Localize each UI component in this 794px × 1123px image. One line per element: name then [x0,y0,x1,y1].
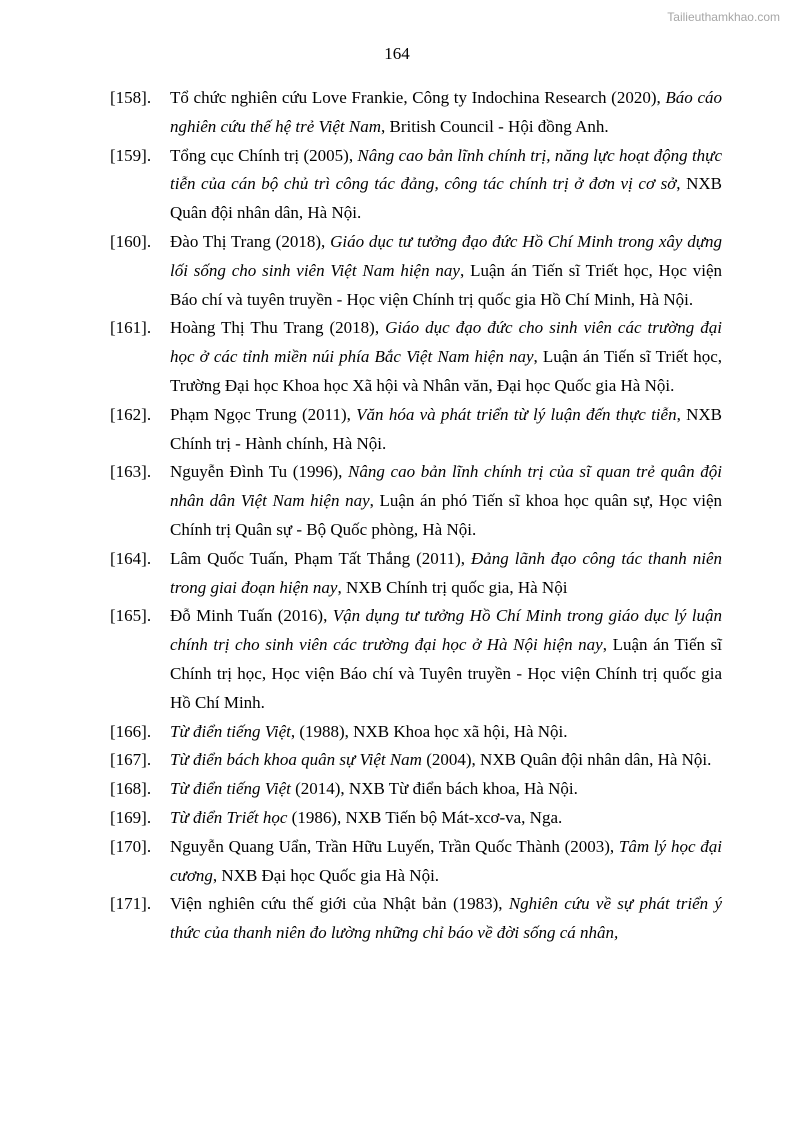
reference-plain-segment: Nguyễn Đình Tu (1996), [170,462,349,482]
reference-title-segment: Giáo dục đạo đức cho sinh viên các trường đại học ở các tỉnh miền núi phía Bắc Việt Nam hiện nay [170,318,723,367]
reference-text [170,833,722,891]
reference-text [170,142,722,228]
reference-text [170,545,722,603]
reference-plain-segment: (2004), NXB Quân đội nhân dân, Hà Nội. [421,750,712,770]
reference-text [170,718,722,747]
reference-item [110,228,722,314]
reference-number: [170]. [110,836,152,856]
reference-text [170,746,722,775]
reference-item [110,718,722,747]
reference-item [110,775,722,804]
reference-number: [163]. [110,462,152,482]
reference-plain-segment: , British Council - Hội đồng Anh. [381,116,609,136]
reference-text [170,775,722,804]
reference-item [110,458,722,544]
reference-plain-segment: , NXB Chính trị - Hành chính, Hà Nội. [170,404,722,453]
reference-title-segment: Từ điển tiếng Việt [170,779,291,799]
reference-plain-segment: , NXB Đại học Quốc gia Hà Nội. [212,865,440,885]
reference-title-segment: Đảng lãnh đạo công tác thanh niên trong giai đoạn hiện nay [170,548,722,597]
reference-plain-segment: Viện nghiên cứu thế giới của Nhật bản (1983), [170,894,509,914]
reference-item [110,401,722,459]
reference-item [110,804,722,833]
reference-plain-segment: (2014), NXB Từ điển bách khoa, Hà Nội. [290,779,578,799]
reference-item [110,890,722,948]
reference-text [170,804,722,833]
reference-text [170,84,722,142]
reference-title-segment: Từ điển Triết học [170,807,288,827]
reference-number: [162]. [110,404,152,424]
reference-item [110,833,722,891]
watermark-text: Tailieuthamkhao.com [667,10,780,24]
reference-number: [166]. [110,721,152,741]
reference-item [110,142,722,228]
reference-plain-segment: , NXB Chính trị quốc gia, Hà Nội [337,577,568,597]
references-list [110,84,722,948]
reference-title-segment: Từ điển bách khoa quân sự Việt Nam [170,750,422,770]
reference-item [110,84,722,142]
reference-number: [171]. [110,894,152,914]
reference-plain-segment: Lâm Quốc Tuấn, Phạm Tất Thắng (2011), [170,548,472,568]
reference-title-segment: Nâng cao bản lĩnh chính trị, năng lực hoạt động thực tiễn của cán bộ chủ trì công tác đảng, công tác chính trị ở đơn vị cơ sở [170,145,722,194]
reference-number: [161]. [110,318,152,338]
reference-title-segment: Từ điển tiếng Việt [170,721,291,741]
reference-title-segment: Văn hóa và phát triển từ lý luận đến thực tiễn [356,404,677,424]
reference-plain-segment: Phạm Ngọc Trung (2011), [170,404,357,424]
reference-plain-segment: , Luận án Tiến sĩ Chính trị học, Học viện Báo chí và Tuyên truyền - Học viện Chính trị quốc gia Hồ Chí Minh. [170,635,722,712]
reference-item [110,746,722,775]
reference-number: [169]. [110,807,152,827]
reference-plain-segment: , Luận án phó Tiến sĩ khoa học quân sự, Học viện Chính trị Quân sự - Bộ Quốc phòng, Hà Nội. [170,491,723,539]
reference-title-segment: Nghiên cứu về sự phát triển ý thức của thanh niên đo lường những chỉ báo về đời sống cá nhân, [170,894,723,943]
reference-title-segment: Báo cáo nghiên cứu thế hệ trẻ Việt Nam [170,88,723,136]
reference-number: [167]. [110,750,152,770]
page-number: 164 [384,44,410,63]
reference-number: [159]. [110,145,152,165]
reference-number: [158]. [110,88,152,107]
reference-plain-segment: , Luận án Tiến sĩ Triết học, Trường Đại học Khoa học Xã hội và Nhân văn, Đại học Quốc gia Hà Nội. [170,347,722,395]
reference-plain-segment: Đào Thị Trang (2018), [170,231,331,251]
reference-item [110,602,722,717]
reference-item [110,545,722,603]
reference-plain-segment: , Luận án Tiến sĩ Triết học, Học viện Báo chí và tuyên truyền - Học viện Chính trị quốc gia Hồ Chí Minh, Hà Nội. [170,260,722,309]
reference-text [170,314,722,400]
reference-plain-segment: , NXB Quân đội nhân dân, Hà Nội. [170,174,722,223]
reference-plain-segment: Tổ chức nghiên cứu Love Frankie, Công ty Indochina Research (2020), [170,88,666,107]
reference-title-segment: Nâng cao bản lĩnh chính trị của sĩ quan trẻ quân đội nhân dân Việt Nam hiện nay [170,462,723,511]
reference-text [170,401,722,459]
reference-text [170,458,722,544]
reference-number: [164]. [110,548,152,568]
reference-title-segment: Giáo dục tư tưởng đạo đức Hồ Chí Minh trong xây dựng lối sống cho sinh viên Việt Nam hiện nay [170,231,722,280]
reference-text [170,228,722,314]
reference-plain-segment: Đỗ Minh Tuấn (2016), [170,606,333,626]
reference-text [170,890,722,948]
reference-number: [165]. [110,606,152,626]
reference-plain-segment: Nguyễn Quang Uẩn, Trần Hữu Luyến, Trần Quốc Thành (2003), [170,836,619,856]
reference-item [110,314,722,400]
reference-number: [168]. [110,779,152,799]
reference-title-segment: Vận dụng tư tưởng Hồ Chí Minh trong giáo dục lý luận chính trị cho sinh viên các trường đại học ở Hà Nội hiện nay [170,606,722,655]
reference-plain-segment: Hoàng Thị Thu Trang (2018), [170,318,386,338]
reference-plain-segment: (1986), NXB Tiến bộ Mát-xcơ-va, Nga. [287,807,563,827]
reference-plain-segment: Tổng cục Chính trị (2005), [170,145,358,165]
reference-number: [160]. [110,231,152,251]
reference-plain-segment: , (1988), NXB Khoa học xã hội, Hà Nội. [290,721,568,741]
reference-text [170,602,722,717]
reference-title-segment: Tâm lý học đại cương [170,836,722,885]
